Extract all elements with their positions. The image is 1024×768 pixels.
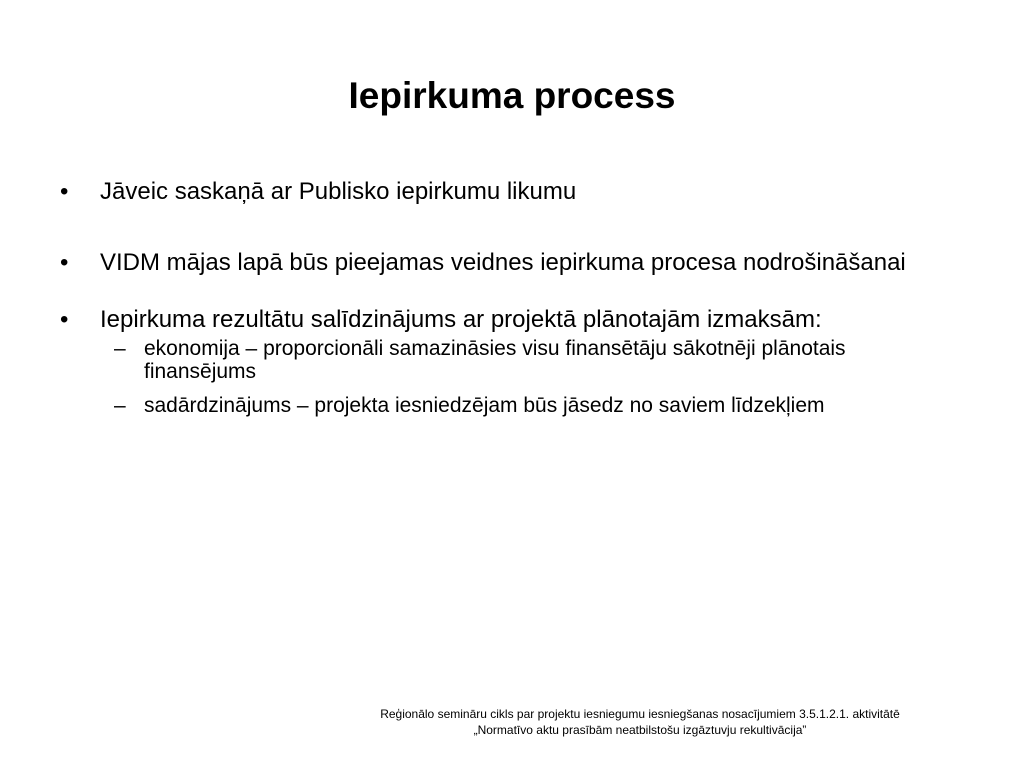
slide-title: Iepirkuma process [348, 75, 676, 116]
footer-line-2: „Normatīvo aktu prasībām neatbilstošu izgāztuvju rekultivācija” [473, 723, 807, 737]
bullet-marker: • [60, 178, 69, 205]
bullet-text: VIDM mājas lapā būs pieejamas veidnes iepirkuma procesa nodrošināšanai [100, 249, 906, 276]
sub-bullet-marker: – [114, 337, 126, 360]
slide-footer [270, 706, 1010, 738]
slide-content [60, 178, 980, 428]
bullet-item [60, 178, 980, 205]
sub-bullet-text: ekonomija – proporcionāli samazināsies visu finansētāju sākotnēji plānotais finansējums [144, 337, 846, 383]
bullet-item [60, 249, 980, 276]
sub-bullet-marker: – [114, 394, 126, 417]
bullet-marker: • [60, 249, 69, 276]
footer-line-1: Reģionālo semināru cikls par projektu iesniegumu iesniegšanas nosacījumiem 3.5.1.2.1. aktivitātē [380, 707, 900, 721]
sub-bullet-item [60, 337, 864, 383]
bullet-item [60, 306, 980, 333]
bullet-text: Iepirkuma rezultātu salīdzinājums ar projektā plānotajām izmaksām: [100, 306, 822, 333]
sub-bullet-item [60, 394, 864, 417]
bullet-text: Jāveic saskaņā ar Publisko iepirkumu likumu [100, 178, 577, 205]
bullet-marker: • [60, 306, 69, 333]
sub-bullet-text: sadārdzinājums – projekta iesniedzējam būs jāsedz no saviem līdzekļiem [144, 394, 825, 417]
